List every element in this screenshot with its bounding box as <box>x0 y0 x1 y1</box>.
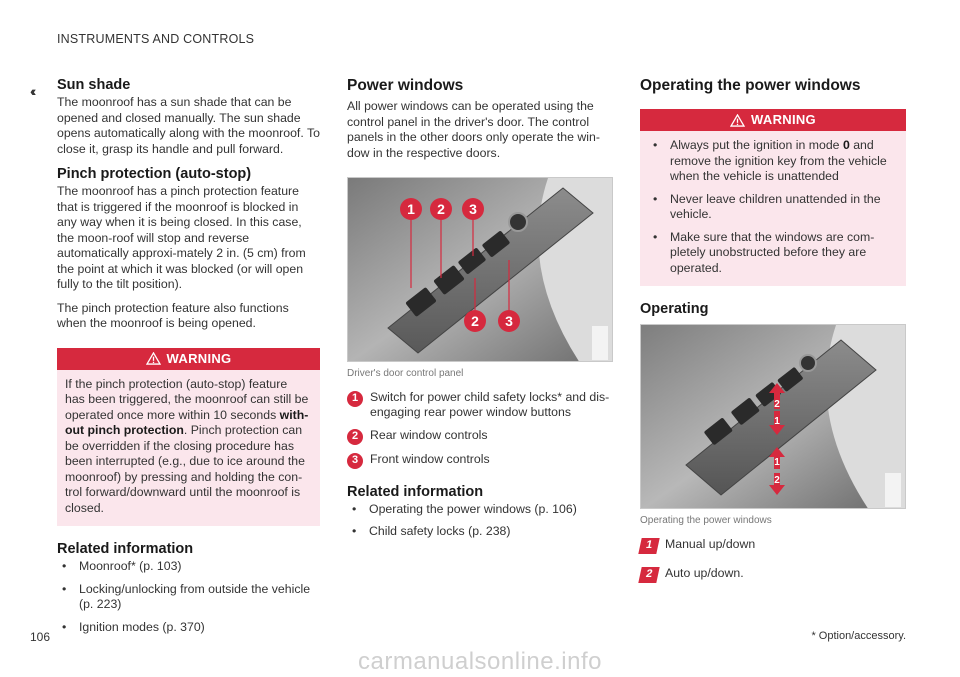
column-right <box>640 76 906 590</box>
warning-header <box>640 109 906 131</box>
warning-header <box>57 348 320 370</box>
operating-windows-image <box>640 324 906 509</box>
pinch-protection-text-2: The pinch protection feature also functions when the moonroof is being opened. <box>57 300 289 330</box>
related-info-heading: Related information <box>347 483 484 500</box>
warning-text-bold: with-out pinch protection <box>65 407 309 437</box>
callout-number-badge: 3 <box>347 453 363 469</box>
warning-label: WARNING <box>751 112 816 128</box>
page-number: 106 <box>30 630 51 644</box>
column-middle <box>347 76 613 547</box>
running-header: INSTRUMENTS AND CONTROLS <box>57 32 255 46</box>
callout-text: Manual up/down <box>665 536 756 551</box>
callout-item <box>640 566 906 583</box>
warning-text-post: . Pinch protection can be overridden if the closing procedure has been interrupted (e.g., due to ice around the moonroof) by pressing and holding the con-trol forward/downward until the moonroof is closed. <box>65 423 305 515</box>
callout-number-badge: 2 <box>347 429 363 445</box>
svg-text:2: 2 <box>774 399 780 410</box>
figure-caption: Operating the power windows <box>640 515 772 526</box>
svg-text:2: 2 <box>437 201 445 217</box>
warning-text-pre: If the pinch protection (auto-stop) feature has been triggered, the moonroof can still be operated once more within 10 seconds <box>65 376 309 422</box>
driver-door-panel-image <box>347 177 613 362</box>
related-link[interactable]: • Moonroof* (p. 103) <box>57 559 320 575</box>
callout-item <box>347 390 613 421</box>
callout-item <box>347 428 613 445</box>
warning-item: • Make sure that the windows are com-pletely unobstructed before they are operated. <box>648 230 896 277</box>
svg-text:3: 3 <box>469 201 477 217</box>
warning-triangle-icon <box>730 114 745 127</box>
callout-number-badge: 1 <box>347 391 363 407</box>
related-link[interactable]: • Ignition modes (p. 370) <box>57 620 320 636</box>
column-left <box>57 76 320 642</box>
callout-item <box>347 452 613 469</box>
callout-text: Front window controls <box>370 451 490 466</box>
related-list <box>347 502 613 540</box>
callout-number-badge: 1 <box>638 538 659 554</box>
power-windows-intro: All power windows can be operated using the control panel in the driver's door. The control panels in the other doors only operate the win-dow in the respective doors. <box>347 99 600 160</box>
warning-label: WARNING <box>166 350 232 366</box>
warning-box <box>57 348 320 527</box>
related-list <box>57 559 320 635</box>
svg-text:3: 3 <box>505 313 513 329</box>
warning-item: • Never leave children unattended in the vehicle. <box>648 192 896 223</box>
related-link[interactable]: • Locking/unlocking from outside the vehicle (p. 223) <box>57 582 320 613</box>
callout-item <box>640 537 906 554</box>
sun-shade-text: The moonroof has a sun shade that can be opened and closed manually. The sun shade opens automatically along with the moonroof. To close it, grasp its handle and pull forward. <box>57 95 320 156</box>
operating-heading: Operating <box>640 301 709 317</box>
related-info-heading: Related information <box>57 541 194 557</box>
operating-power-windows-heading: Operating the power windows <box>640 77 861 94</box>
chevron-left-icon[interactable]: ‹‹ <box>30 83 34 99</box>
svg-text:2: 2 <box>471 313 479 329</box>
sun-shade-heading: Sun shade <box>57 77 131 93</box>
door-panel-illustration <box>348 178 613 362</box>
warning-triangle-icon <box>146 352 161 365</box>
warning-body <box>57 370 320 527</box>
pinch-protection-heading: Pinch protection (auto-stop) <box>57 166 252 182</box>
figure-caption: Driver's door control panel <box>347 368 464 379</box>
watermark: carmanualsonline.info <box>358 648 602 675</box>
callout-number-badge: 2 <box>638 567 659 583</box>
footnote: * Option/accessory. <box>811 630 906 642</box>
operating-illustration <box>641 325 906 509</box>
power-windows-heading: Power windows <box>347 77 464 94</box>
related-link[interactable]: • Child safety locks (p. 238) <box>347 524 613 540</box>
related-link[interactable]: • Operating the power windows (p. 106) <box>347 502 613 518</box>
pinch-protection-text: The moonroof has a pinch protection feature that is triggered if the moonroof is blocked in any way when it is being closed. In this case, the moon-roof will stop and reverse automatically approxi-mately 2 in. (5 cm) from the point at which it was blocked (or will open fully to the tilt position). <box>57 184 306 291</box>
warning-body <box>640 131 906 286</box>
callout-text: Auto up/down. <box>665 565 744 580</box>
callout-text: Rear window controls <box>370 427 488 442</box>
svg-text:1: 1 <box>407 201 415 217</box>
svg-text:1: 1 <box>774 457 780 468</box>
svg-text:1: 1 <box>774 416 780 427</box>
callout-text: Switch for power child safety locks* and dis-engaging rear power window buttons <box>370 389 610 419</box>
warning-item: • Always put the ignition in mode 0 and remove the ignition key from the vehicle when the vehicle is unattended <box>648 138 896 185</box>
warning-box <box>640 109 906 286</box>
svg-text:2: 2 <box>774 475 780 486</box>
